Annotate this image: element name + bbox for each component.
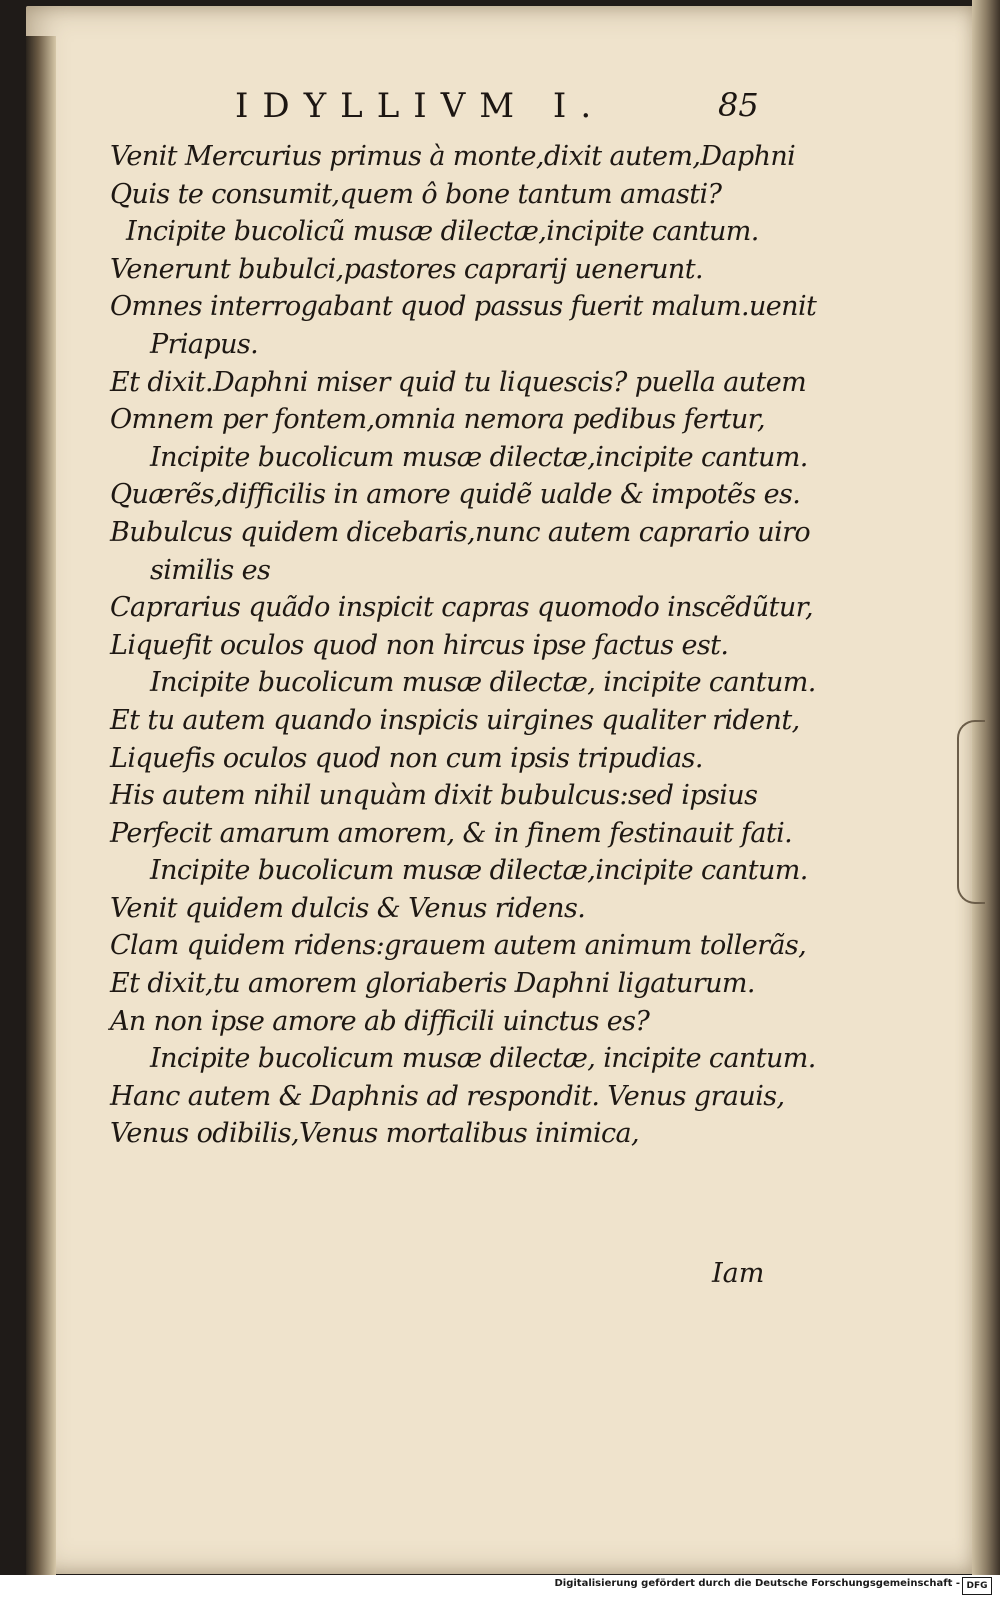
text-line: Hanc autem & Daphnis ad respondit. Venus grauis, xyxy=(110,1080,785,1112)
funding-credit: Digitalisierung gefördert durch die Deutsche Forschungsgemeinschaft - xyxy=(554,1578,960,1589)
page-number: 85 xyxy=(718,86,759,124)
text-line: Et dixit,tu amorem gloriaberis Daphni ligaturum. xyxy=(110,968,755,1000)
text-line: An non ipse amore ab difficili uinctus es? xyxy=(110,1005,650,1037)
footer-bar xyxy=(0,1575,1000,1597)
dfg-logo: DFG xyxy=(962,1577,992,1595)
text-line: His autem nihil unquàm dixit bubulcus:sed ipsius xyxy=(110,780,758,812)
text-line: Venit quidem dulcis & Venus ridens. xyxy=(110,892,586,924)
poem-text xyxy=(110,138,817,1153)
text-line: Venit Mercurius primus à monte,dixit autem,Daphni xyxy=(110,141,796,172)
bookmark-clip xyxy=(957,720,985,904)
text-line: Et tu autem quando inspicis uirgines qualiter rident, xyxy=(110,704,800,736)
text-line: Incipite bucolicum musæ dilectæ,incipite cantum. xyxy=(150,441,808,473)
text-line: Incipite bucolicũ musæ dilectæ,incipite cantum. xyxy=(126,216,759,248)
text-line: Omnem per fontem,omnia nemora pedibus fertur, xyxy=(110,404,766,436)
text-line: Venus odibilis,Venus mortalibus inimica, xyxy=(110,1118,640,1150)
text-line: Liquefit oculos quod non hircus ipse factus est. xyxy=(110,629,729,661)
text-line: similis es xyxy=(150,554,271,586)
text-line: Incipite bucolicum musæ dilectæ, incipite cantum. xyxy=(150,667,816,699)
text-line: Perfecit amarum amorem, & in finem festinauit fati. xyxy=(110,817,793,849)
text-line: Venerunt bubulci,pastores caprarij uenerunt. xyxy=(110,253,703,285)
text-line: Caprarius quãdo inspicit capras quomodo inscẽdũtur, xyxy=(110,592,813,624)
text-line: Omnes interrogabant quod passus fuerit malum.uenit xyxy=(110,291,817,323)
text-line: Incipite bucolicum musæ dilectæ, incipite cantum. xyxy=(150,1043,816,1075)
page-header xyxy=(130,82,770,132)
gutter-shadow xyxy=(26,36,56,1576)
text-line: Clam quidem ridens:grauem autem animum tollerãs, xyxy=(110,930,807,962)
catchword: Iam xyxy=(712,1258,765,1289)
text-line: Incipite bucolicum musæ dilectæ,incipite cantum. xyxy=(150,855,808,887)
text-line: Priapus. xyxy=(150,328,259,360)
running-head: IDYLLIVM I. xyxy=(235,86,606,126)
text-line: Quis te consumit,quem ô bone tantum amasti? xyxy=(110,178,722,210)
text-line: Quærẽs,difficilis in amore quidẽ ualde & impotẽs es. xyxy=(110,479,801,511)
text-line: Liquefis oculos quod non cum ipsis tripudias. xyxy=(110,742,703,774)
text-line: Bubulcus quidem dicebaris,nunc autem caprario uiro xyxy=(110,516,811,548)
text-line: Et dixit.Daphni miser quid tu liquescis? puella autem xyxy=(110,366,807,398)
